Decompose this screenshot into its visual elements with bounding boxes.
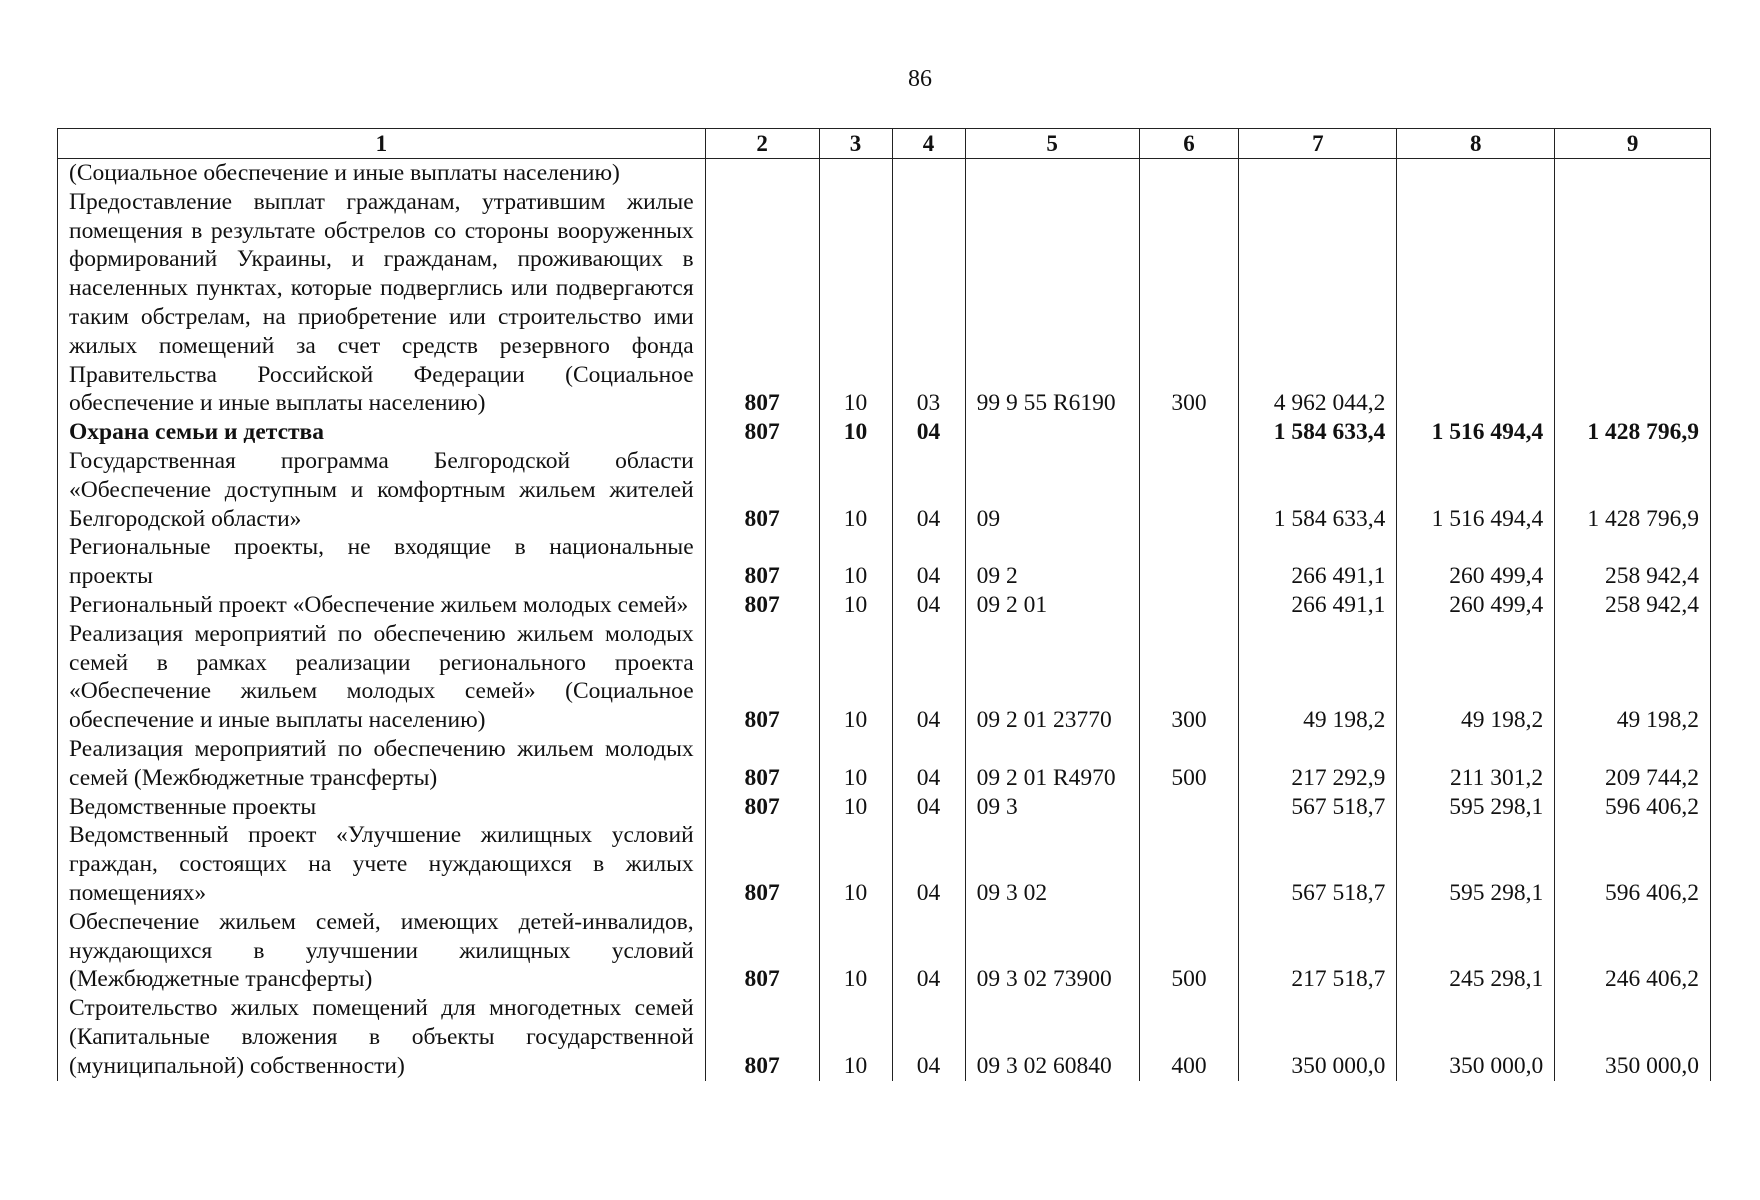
cell-amount-col9: 246 406,2	[1555, 908, 1711, 994]
cell-target-article	[965, 418, 1139, 447]
cell-expense-type	[1139, 793, 1239, 822]
table-row	[58, 188, 1711, 418]
cell-amount-col7: 266 491,1	[1239, 533, 1397, 591]
cell-section: 10	[819, 620, 892, 735]
cell-amount-col7: 217 518,7	[1239, 908, 1397, 994]
cell-expense-type	[1139, 821, 1239, 907]
row-name: Ведомственные проекты	[58, 793, 706, 822]
cell-amount-col8: 49 198,2	[1397, 620, 1555, 735]
cell-amount-col9: 1 428 796,9	[1555, 447, 1711, 533]
cell-subsection: 04	[892, 447, 965, 533]
cell-amount-col9: 350 000,0	[1555, 994, 1711, 1080]
cell-amount-col8: 260 499,4	[1397, 591, 1555, 620]
cell-admin-code: 807	[705, 591, 819, 620]
cell-section: 10	[819, 821, 892, 907]
cell-target-article: 09 2	[965, 533, 1139, 591]
table-row	[58, 735, 1711, 793]
cell-amount-col9: 209 744,2	[1555, 735, 1711, 793]
cell-target-article: 09	[965, 447, 1139, 533]
cell-expense-type	[1139, 418, 1239, 447]
cell-amount-col8: 350 000,0	[1397, 994, 1555, 1080]
cell-amount-col7: 49 198,2	[1239, 620, 1397, 735]
cell-admin-code	[705, 159, 819, 188]
cell-subsection: 04	[892, 821, 965, 907]
row-name: Ведомственный проект «Улучшение жилищных условий граждан, состоящих на учете нуждающихся в жилых помещениях»	[58, 821, 706, 907]
cell-amount-col9: 258 942,4	[1555, 591, 1711, 620]
cell-subsection: 04	[892, 591, 965, 620]
table-row	[58, 591, 1711, 620]
page-number: 86	[908, 66, 932, 92]
cell-target-article: 09 3	[965, 793, 1139, 822]
header-col-8: 8	[1397, 129, 1555, 159]
cell-amount-col7: 1 584 633,4	[1239, 418, 1397, 447]
cell-amount-col9: 596 406,2	[1555, 821, 1711, 907]
cell-section: 10	[819, 908, 892, 994]
cell-admin-code: 807	[705, 908, 819, 994]
cell-amount-col7: 217 292,9	[1239, 735, 1397, 793]
table-row	[58, 994, 1711, 1080]
cell-admin-code: 807	[705, 793, 819, 822]
cell-expense-type: 500	[1139, 735, 1239, 793]
row-name: Реализация мероприятий по обеспечению жильем молодых семей (Межбюджетные трансферты)	[58, 735, 706, 793]
cell-section: 10	[819, 591, 892, 620]
table-row	[58, 793, 1711, 822]
row-name: Региональные проекты, не входящие в национальные проекты	[58, 533, 706, 591]
cell-target-article: 09 2 01 23770	[965, 620, 1139, 735]
cell-section: 10	[819, 735, 892, 793]
cell-amount-col7: 350 000,0	[1239, 994, 1397, 1080]
row-name: Реализация мероприятий по обеспечению жильем молодых семей в рамках реализации регионального проекта «Обеспечение жильем молодых семей» (Социальное обеспечение и иные выплаты населению)	[58, 620, 706, 735]
cell-section	[819, 159, 892, 188]
table-row	[58, 908, 1711, 994]
cell-amount-col8	[1397, 188, 1555, 418]
cell-section: 10	[819, 447, 892, 533]
cell-section: 10	[819, 994, 892, 1080]
cell-amount-col7: 266 491,1	[1239, 591, 1397, 620]
cell-expense-type	[1139, 447, 1239, 533]
cell-amount-col7: 1 584 633,4	[1239, 447, 1397, 533]
header-col-7: 7	[1239, 129, 1397, 159]
cell-target-article: 09 2 01	[965, 591, 1139, 620]
cell-subsection: 04	[892, 793, 965, 822]
cell-expense-type	[1139, 159, 1239, 188]
cell-amount-col8: 211 301,2	[1397, 735, 1555, 793]
cell-admin-code: 807	[705, 418, 819, 447]
cell-amount-col9: 596 406,2	[1555, 793, 1711, 822]
budget-table	[57, 128, 1711, 1081]
header-col-1: 1	[58, 129, 706, 159]
cell-section: 10	[819, 418, 892, 447]
cell-admin-code: 807	[705, 821, 819, 907]
cell-subsection	[892, 159, 965, 188]
cell-amount-col9: 49 198,2	[1555, 620, 1711, 735]
cell-amount-col7: 567 518,7	[1239, 821, 1397, 907]
row-name: (Социальное обеспечение и иные выплаты населению)	[58, 159, 706, 188]
cell-subsection: 04	[892, 418, 965, 447]
cell-expense-type	[1139, 533, 1239, 591]
cell-subsection: 04	[892, 620, 965, 735]
cell-amount-col8: 245 298,1	[1397, 908, 1555, 994]
table-row	[58, 447, 1711, 533]
cell-amount-col7	[1239, 159, 1397, 188]
cell-section: 10	[819, 188, 892, 418]
cell-expense-type: 300	[1139, 188, 1239, 418]
cell-amount-col9: 258 942,4	[1555, 533, 1711, 591]
cell-target-article: 09 2 01 R4970	[965, 735, 1139, 793]
row-name: Строительство жилых помещений для многодетных семей (Капитальные вложения в объекты государственной (муниципальной) собственности)	[58, 994, 706, 1080]
cell-amount-col9	[1555, 159, 1711, 188]
cell-amount-col8: 595 298,1	[1397, 793, 1555, 822]
cell-amount-col9: 1 428 796,9	[1555, 418, 1711, 447]
header-col-2: 2	[705, 129, 819, 159]
cell-subsection: 04	[892, 735, 965, 793]
header-row	[58, 129, 1711, 159]
header-col-4: 4	[892, 129, 965, 159]
cell-amount-col8: 595 298,1	[1397, 821, 1555, 907]
cell-admin-code: 807	[705, 735, 819, 793]
cell-amount-col7: 567 518,7	[1239, 793, 1397, 822]
cell-subsection: 04	[892, 533, 965, 591]
cell-section: 10	[819, 793, 892, 822]
cell-amount-col7: 4 962 044,2	[1239, 188, 1397, 418]
row-name: Региональный проект «Обеспечение жильем молодых семей»	[58, 591, 706, 620]
cell-amount-col8: 260 499,4	[1397, 533, 1555, 591]
cell-expense-type	[1139, 591, 1239, 620]
cell-target-article: 99 9 55 R6190	[965, 188, 1139, 418]
table-row	[58, 418, 1711, 447]
cell-admin-code: 807	[705, 620, 819, 735]
cell-subsection: 04	[892, 994, 965, 1080]
cell-amount-col8	[1397, 159, 1555, 188]
cell-target-article: 09 3 02	[965, 821, 1139, 907]
cell-admin-code: 807	[705, 447, 819, 533]
cell-target-article: 09 3 02 60840	[965, 994, 1139, 1080]
table-header	[58, 129, 1711, 159]
cell-amount-col8: 1 516 494,4	[1397, 418, 1555, 447]
header-col-6: 6	[1139, 129, 1239, 159]
header-col-3: 3	[819, 129, 892, 159]
cell-target-article: 09 3 02 73900	[965, 908, 1139, 994]
row-name: Обеспечение жильем семей, имеющих детей-инвалидов, нуждающихся в улучшении жилищных условий (Межбюджетные трансферты)	[58, 908, 706, 994]
cell-amount-col8: 1 516 494,4	[1397, 447, 1555, 533]
row-name: Охрана семьи и детства	[58, 418, 706, 447]
cell-admin-code: 807	[705, 994, 819, 1080]
row-name: Государственная программа Белгородской области «Обеспечение доступным и комфортным жильем жителей Белгородской области»	[58, 447, 706, 533]
table-body	[58, 159, 1711, 1081]
cell-section: 10	[819, 533, 892, 591]
cell-expense-type: 300	[1139, 620, 1239, 735]
row-name: Предоставление выплат гражданам, утратившим жилые помещения в результате обстрелов со стороны вооруженных формирований Украины, и гражданам, проживающих в населенных пунктах, которые подверглись или подвергаются таким обстрелам, на приобретение или строительство ими жилых помещений за счет средств резервного фонда Правительства Российской Федерации (Социальное обеспечение и иные выплаты населению)	[58, 188, 706, 418]
table-row	[58, 533, 1711, 591]
cell-expense-type: 400	[1139, 994, 1239, 1080]
header-col-9: 9	[1555, 129, 1711, 159]
cell-admin-code: 807	[705, 533, 819, 591]
table-row	[58, 159, 1711, 188]
cell-subsection: 04	[892, 908, 965, 994]
cell-amount-col9	[1555, 188, 1711, 418]
cell-admin-code: 807	[705, 188, 819, 418]
cell-subsection: 03	[892, 188, 965, 418]
cell-target-article	[965, 159, 1139, 188]
table-row	[58, 821, 1711, 907]
header-col-5: 5	[965, 129, 1139, 159]
table-row	[58, 620, 1711, 735]
cell-expense-type: 500	[1139, 908, 1239, 994]
